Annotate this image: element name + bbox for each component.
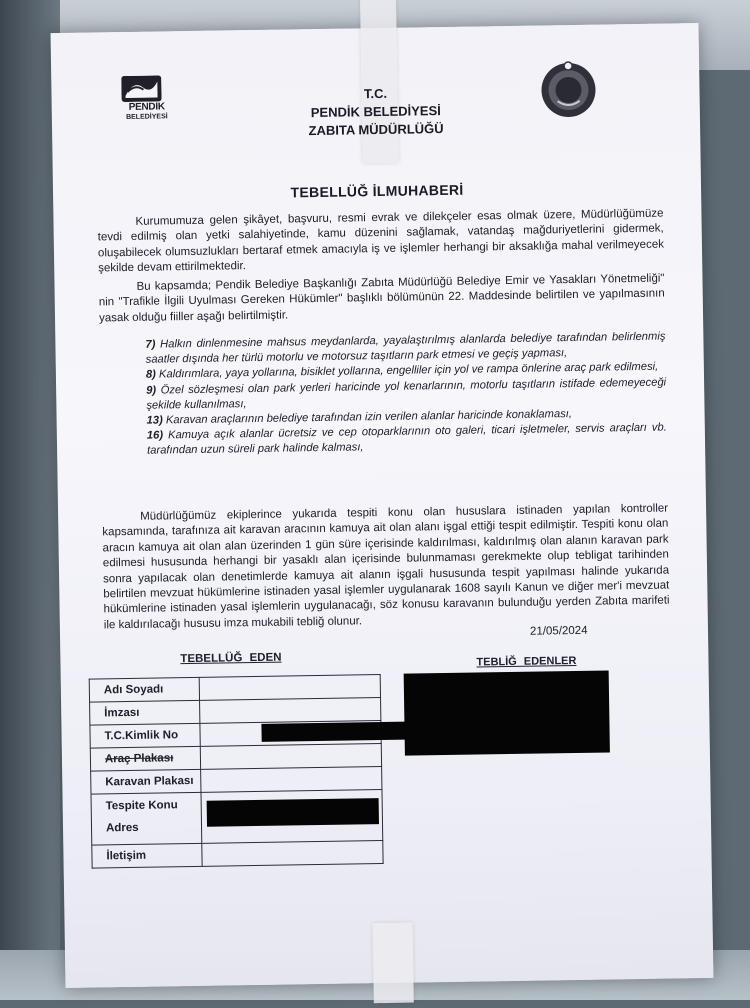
form-row-contact	[92, 841, 383, 869]
form-label-signature: İmzası	[90, 700, 200, 725]
tape-top	[360, 0, 399, 163]
form-value-signature	[200, 698, 381, 724]
logo-name: PENDIK	[128, 101, 165, 113]
item-number: 16)	[146, 429, 164, 442]
background-left	[0, 0, 60, 1000]
document-title: TEBELLÜĞ İLMUHABERİ	[290, 181, 464, 201]
item-number: 9)	[146, 384, 157, 397]
form-label-caravan-plate: Karavan Plakası	[91, 769, 201, 794]
redaction-address	[207, 798, 379, 827]
form-label-contact: İletişim	[92, 843, 202, 868]
form-label-subject: Tespite Konu	[105, 799, 178, 813]
document-page	[51, 23, 714, 988]
form-label-id: T.C.Kimlik No	[90, 723, 200, 748]
logo-subtitle: BELEDİYESİ	[126, 113, 168, 121]
paragraph-scope: Bu kapsamda; Pendik Belediye Başkanlığı Zabıta Müdürlüğü Belediye Emir ve Yasakları Yönetmeliği" nin "Trafikle İlgili Uyulması Gereken Hükümler" başlıklı bölümünün 22. Maddesinde belirtilen ve yapılmasının yasak olduğu fiiller aşağı belirtilmiştir.	[98, 272, 665, 325]
paragraph-intro: Kurumumuza gelen şikâyet, başvuru, resmi evrak ve dilekçeler esas olmak üzere, Müdürlüğümüze tevdi edilmiş olan yetki salahiyetinde, kamu düzenini sağlamak, vatandaş mağduriyetlerini gidermek, oluşabilecek olumsuzlukları bertaraf etmek amacıyla iş ve işlemler herhangi bir aksaklığa mahal verilmeyecek şekilde devam ettirilmektedir.	[97, 207, 665, 275]
item-text: Karavan araçlarının belediye tarafından izin verilen alanlar haricinde konaklaması,	[165, 408, 573, 427]
form-label-name: Adı Soyadı	[89, 677, 199, 702]
issuers-label: TEBLİĞ EDENLER	[476, 654, 577, 669]
item-text: Özel sözleşmesi olan park yerleri haricinde yol kenarlarının, motorlu taşıtların istifade edemeyeceği şekilde kullanılması,	[146, 376, 667, 412]
header-line-3: ZABITA MÜDÜRLÜĞÜ	[308, 120, 444, 139]
form-label-address	[91, 792, 202, 845]
item-text: Halkın dinlenmesine mahsus meydanlarda, yayalaştırılmış alanlarda belediye tarafından belirlenmiş saatler dışında her türlü motorlu ve motorsuz taşıtların park etmesi ve geçiş yapması,	[145, 330, 666, 366]
form-value-contact	[202, 841, 383, 867]
recipient-form	[89, 674, 384, 869]
redaction-issuers	[404, 670, 610, 755]
tape-bottom	[373, 923, 414, 1004]
item-number: 7)	[145, 338, 156, 351]
header-line-2: PENDİK BELEDİYESİ	[310, 103, 441, 121]
notice-date: 21/05/2024	[529, 624, 588, 638]
paragraph-notice: Müdürlüğümüz ekiplerince yukarıda tespiti konu olan hususlara istinaden yapılan kontroller kapsamında, tarafınıza ait karavan aracının kamuya ait olan alanı işgal ettiği tespit edilmiştir. Tespiti konu olan aracın kamuya ait olan alan üzerinden 1 gün süre içerisinde kaldırılması, kaldırılmış olan alanın karavan park edilmesi hususunda herhangi bir yasaklı alan içerisinde bulunmaması gerekmekte olup tebligat tarihinden sonra yapılacak olan denetimlerde kamuya ait alanın işgali hususunda tespit yapılması halinde yukarıda belirtilen mevzuat hükümlerine istinaden yasal işlemler uygulanarak 1608 sayılı Kanun ve diğer mer'i mevzuat hükümlerine istinaden yasal işlemlerin uygulanacağı, söz konusu karavanın bulunduğu yerden Zabıta marifeti ile kaldırılacağı hususu imza mukabili tebliğ olunur.	[102, 502, 670, 632]
form-value-caravan-plate	[201, 767, 382, 793]
item-text: Kamuya açık alanlar ücretsiz ve cep otoparklarının oto galeri, ticari işletmeler, servis araçları vb. tarafından uzun süreli park halinde kalması,	[147, 421, 667, 458]
header-line-1: T.C.	[363, 85, 388, 102]
prohibited-acts-list	[145, 330, 667, 460]
form-value-name	[199, 675, 380, 701]
form-label-plate: Araç Plakası	[90, 746, 200, 771]
form-value-plate	[200, 744, 381, 770]
item-number: 13)	[146, 414, 163, 427]
recipient-label: TEBELLÜĞ EDEN	[180, 651, 282, 666]
item-number: 8)	[145, 368, 156, 382]
form-label-address-text: Adres	[105, 821, 139, 835]
item-text: Kaldırımlara, yaya yollarına, bisiklet yollarına, engelliler için yol ve rampa önlerine araç park edilmesi,	[158, 361, 659, 381]
